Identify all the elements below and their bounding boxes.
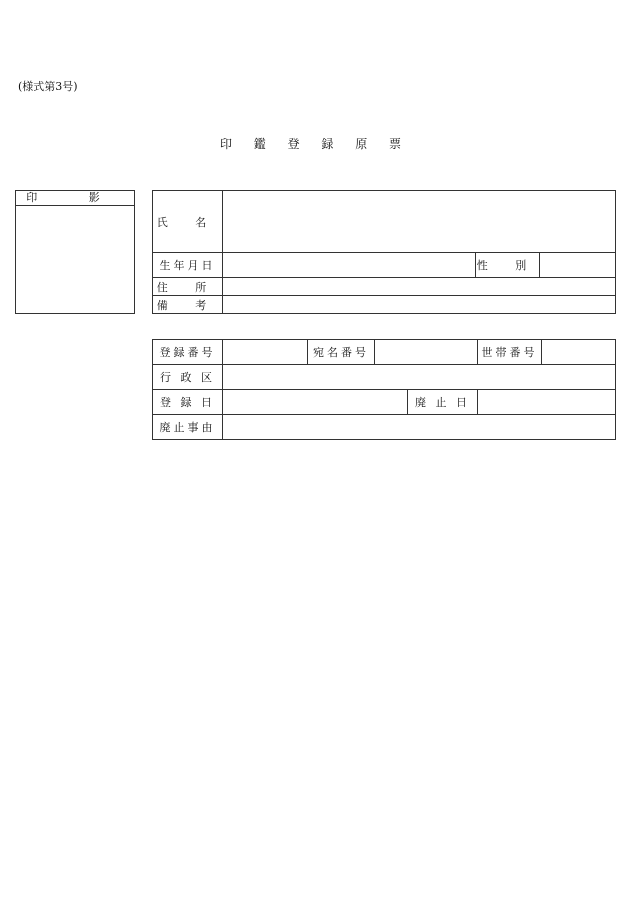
birthdate-label: 生年月日 [153,253,223,278]
remarks-field[interactable] [223,296,616,314]
birthdate-field[interactable] [223,253,476,278]
abolition-date-field[interactable] [478,390,616,415]
address-field[interactable] [223,278,616,296]
registration-date-label: 登 録 日 [153,390,223,415]
abolition-reason-field[interactable] [223,415,616,440]
seal-impression-label: 印 影 [16,191,135,206]
registration-number-label: 登録番号 [153,340,223,365]
registration-number-field[interactable] [223,340,308,365]
gender-field[interactable] [540,253,616,278]
abolition-reason-label: 廃止事由 [153,415,223,440]
registration-date-field[interactable] [223,390,408,415]
household-number-label: 世帯番号 [478,340,542,365]
page-title: 印 鑑 登 録 原 票 [219,137,411,151]
seal-impression-area [16,206,135,314]
address-number-label: 宛名番号 [308,340,375,365]
ward-field[interactable] [223,365,616,390]
seal-impression-table [15,190,135,314]
personal-info-table [152,190,616,314]
household-number-field[interactable] [542,340,616,365]
address-number-field[interactable] [375,340,478,365]
address-label: 住 所 [153,278,223,296]
form-number: (様式第3号) [18,80,78,93]
name-field[interactable] [223,191,616,253]
ward-label: 行 政 区 [153,365,223,390]
remarks-label: 備 考 [153,296,223,314]
registration-info-table [152,339,616,440]
name-label: 氏 名 [153,191,223,253]
abolition-date-label: 廃 止 日 [408,390,478,415]
gender-label: 性 別 [476,253,540,278]
